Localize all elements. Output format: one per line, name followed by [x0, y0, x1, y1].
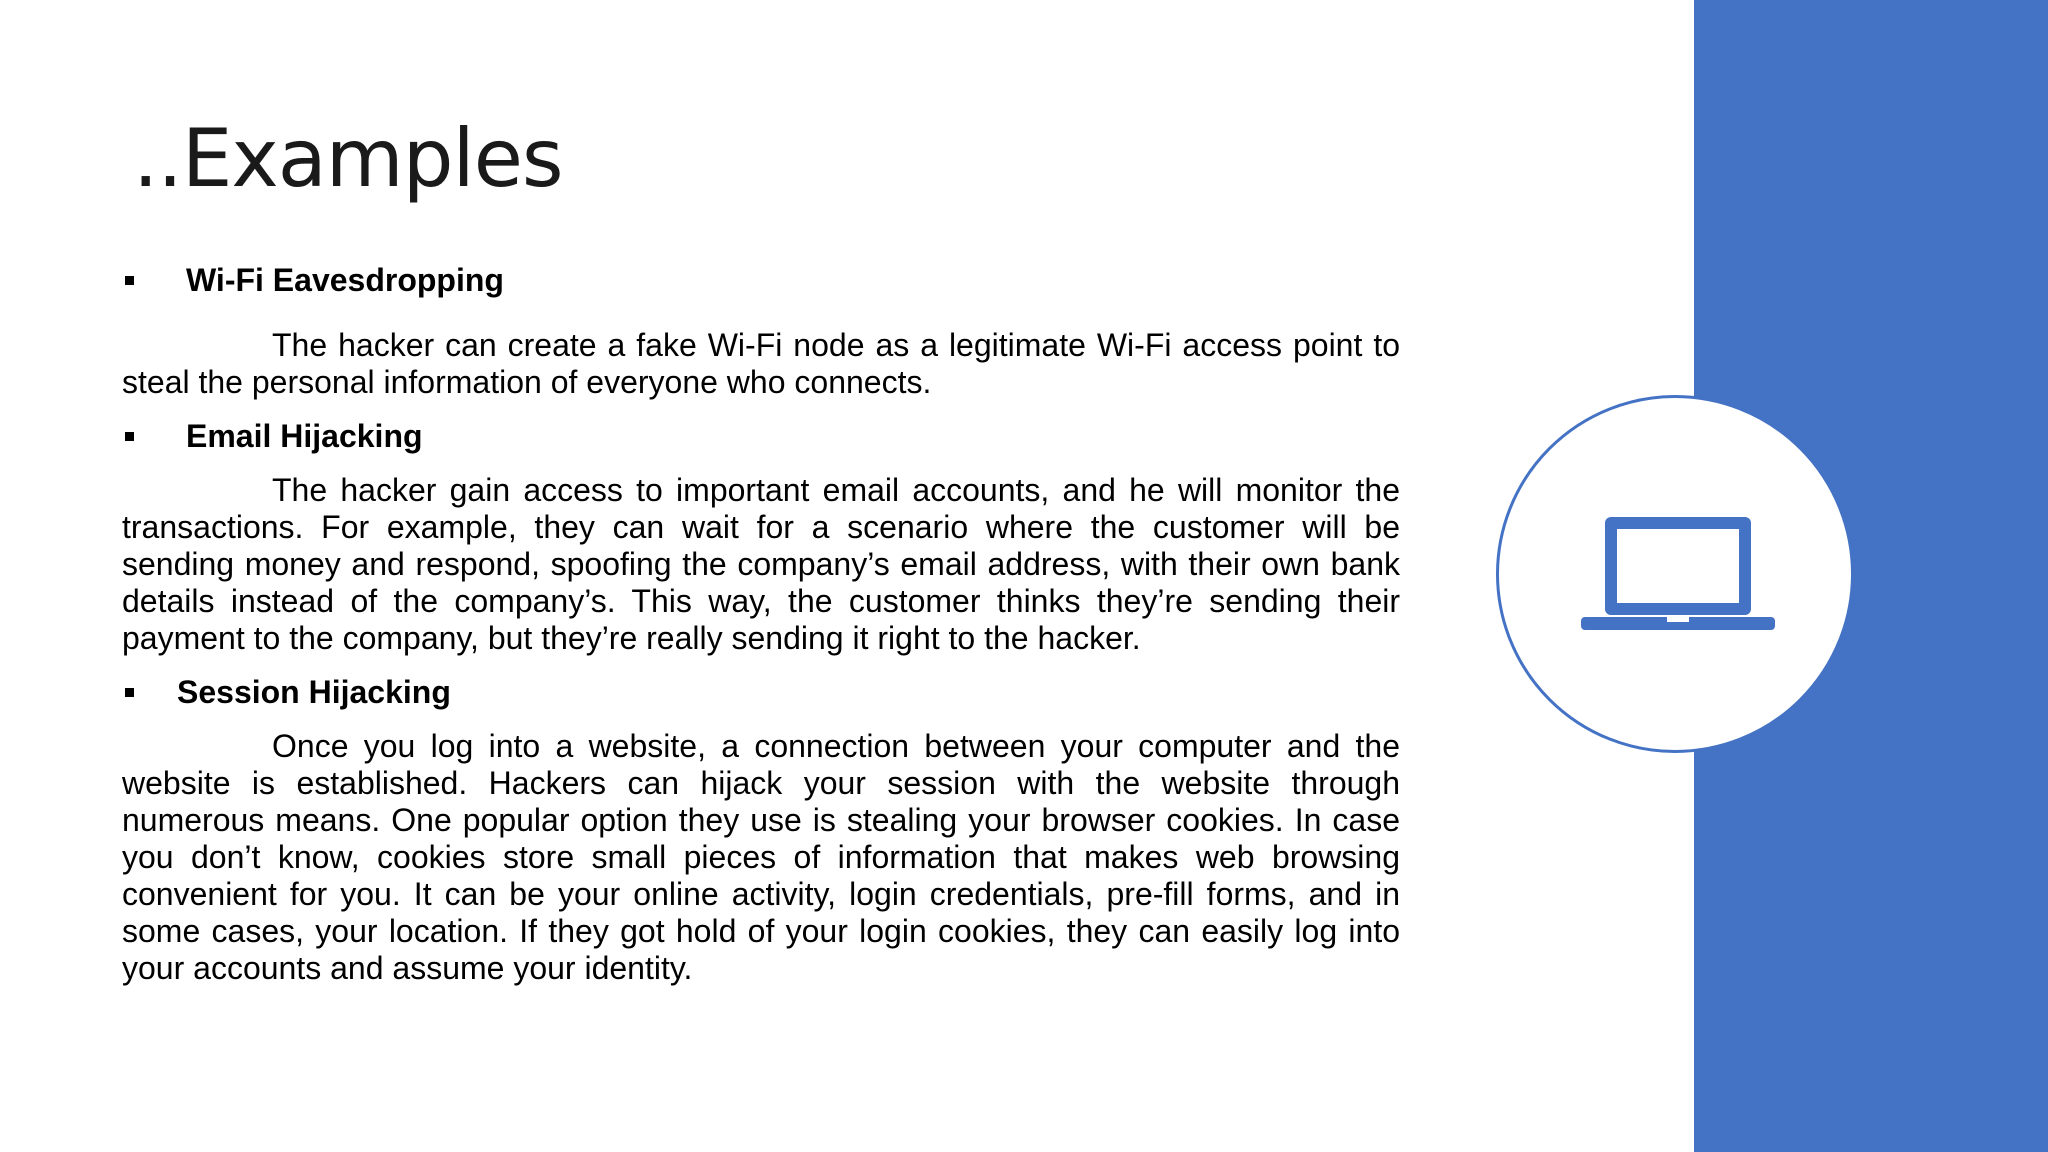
square-bullet-icon [125, 688, 134, 697]
bullet-item [122, 258, 1400, 302]
bullet-heading: Email Hijacking [186, 418, 423, 454]
laptop-icon [1581, 515, 1775, 639]
bullet-body: Once you log into a website, a connection between your computer and the website is established. Hackers can hijack your session with the website through numerous means. One popular option they use is stealing your browser cookies. In case you don’t know, cookies store small pieces of information that makes web browsing convenient for you. It can be your online activity, login credentials, pre-fill forms, and in some cases, your location. If they got hold of your login cookies, they can easily log into your accounts and assume your identity. [122, 728, 1400, 986]
bullet-heading: Wi-Fi Eavesdropping [186, 262, 504, 298]
slide-content [122, 258, 1400, 987]
slide-title: ..Examples [133, 112, 563, 205]
bullet-body: The hacker gain access to important email accounts, and he will monitor the transactions. For example, they can wait for a scenario where the customer will be sending money and respond, spoofing the company’s email address, with their own bank details instead of the company’s. This way, the customer thinks they’re sending their payment to the company, but they’re really sending it right to the hacker. [122, 472, 1400, 656]
bullet-heading: Session Hijacking [177, 674, 451, 710]
bullet-item [122, 414, 1400, 458]
square-bullet-icon [125, 276, 134, 285]
bullet-body: The hacker can create a fake Wi-Fi node as a legitimate Wi-Fi access point to steal the personal information of everyone who connects. [122, 327, 1400, 400]
bullet-item [122, 670, 1400, 714]
square-bullet-icon [125, 432, 134, 441]
icon-circle [1496, 395, 1854, 753]
